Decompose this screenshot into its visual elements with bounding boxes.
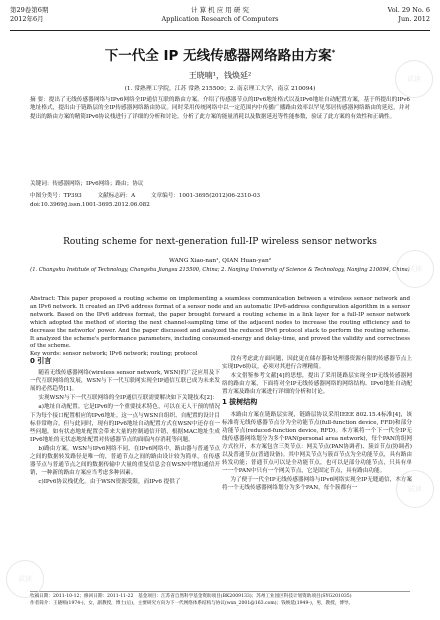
section-heading-structure: 1 拔树结构 — [222, 398, 258, 407]
section-heading-intro: 0 引言 — [30, 357, 52, 365]
watermark-stamp: 试读 — [396, 250, 434, 288]
keywords-cn: 关键词：传感器网络；IPv6网络；路由；协议 — [30, 181, 144, 187]
paragraph: 本文借鉴参考文献[4]的思想，提出了采用链路层实现全IP无线传感器网络的路由方案，下面将对全IP无线传感器网络的网络结构、IPv6地址自动配置方案及路由方案进行详细的分析和讨论。 — [222, 373, 412, 396]
paragraph: b)路由方案。WSN与IPv6网络不同，在IPv6网络中，路由器与普通节点之间的数据转发路径是唯一的，普通节点之间的路由设计较为简单，在传感器节点与普通节点之间的数据传输中大量的重复信息会在WSN中增加通信开销，一种新的路由方案应当考虑多种因素。 — [30, 445, 220, 477]
watermark-stamp: 试读 — [6, 560, 44, 598]
header-journal — [10, 6, 430, 24]
paragraph: 本路由方案在链路层实现，链路层协议采用IEEE 802.15.4标准[4]，该标准将无线传感器节点分为全功能节点(full-function device, FFD)和部分功能节点(reduced-function device, RFD)。本方案将一个下一代全IP无线传感器网络划分为多个PAN(personal area network)，每个PAN的组网方式拉开，本方案包含三类节点：网关节点(PAN协调者)、簇首节点(协调者)以及普通节点(普通设备)。其中网关节点与簇首节点为全功能节点，具有路由转发功能；普通节点可以是全功能节点，也可以是部分功能节点，只具有单一一个PAN中只有一个网关节点，它是固定节点，具有路由功能。 — [222, 411, 412, 475]
watermark-stamp: 试读 — [395, 60, 433, 98]
english-authors: WANG Xiao-nan¹, QIAN Huan-yan² — [168, 258, 272, 264]
footnote-author-bio: 作者简介：王晓喃(1974-)，女，副教授，博士(后)，主要研究方向为下一代网络体系结构与协议(wxn_2001@163.com)；钱焕延(1949-)，男，教授，博导。 — [30, 600, 354, 606]
authors: 王晓喃¹，钱焕延² — [188, 71, 252, 80]
affiliation: (1. 常熟理工学院，江苏 常熟 215500；2. 南京理工大学，南京 210094) — [124, 86, 316, 92]
header-volume-en — [388, 6, 430, 24]
running-header — [10, 6, 430, 31]
abstract-cn: 摘 要：提出了无线传感器网络与IPv6网络全IP通信互联的路由方案。介绍了传感器节点的IPv6地址格式以及IPv6地址自动配置方案，基于所提出的IPv6地址格式，提出由于链路层的全IP传感器网络路由协议。同时采用传统网络中以一定范围内中传播广播路由效率以罕见邻居传感器网络路由的延迟，并对提出的路由方案的精简IPv6协议栈进行了详细的分析和讨论。分析了此方案的能量消耗以及数据延迟等性能参数，验证了此方案的有效性和正确性。 — [30, 97, 410, 120]
right-column — [222, 355, 412, 494]
paper-title — [0, 44, 440, 64]
header-vol-en: Vol. 29 No. 6 — [387, 6, 430, 14]
header-date-cn: 2012年6月 — [10, 15, 44, 23]
article-number: 文章编号：1001-3695(2012)06-2310-03 — [150, 193, 261, 199]
paragraph: a)地址自动配置。它是IPv6的一个重要技术特色，可以在无人干预的情况下为每个接口配置相应的IPv6地址。这一点与WSN自组织、自配置的设计目标非常吻合。但与此同时，现有的IPv6地址自动配置方式在WSN中还存在一些问题，如有状态地址配置会带来大量的控制通信开销，根据MAC地址生成IPv6地址的无状态地址配置对传感器节点的面临内存消耗等问题。 — [30, 404, 220, 443]
paragraph: 随着无线传感器网络(wireless sensor network, WSN)的广泛应用及下一代互联网络的发展，WSN与下一代互联网实现全IP通信互联已成为未来发展的必然趋势[1]。 — [30, 370, 220, 393]
journal-name-cn: 计 算 机 应 用 研 究 — [191, 6, 249, 14]
header-volume-cn: 第29卷第6期 — [10, 6, 49, 14]
doi-line: doi:10.3969/j.issn.1001-3695.2012.06.082 — [30, 202, 150, 208]
paragraph: 为了便于一代全IP无线传感器网络与IPv6网络实现全IP无缝通信，本方案将一个无线传感器网络划分为多个PAN，每个簇都有一 — [222, 477, 412, 492]
footnote-dates: 收稿日期：2011-10-12；修回日期：2011-11-22 基金项目：江苏省自然科学基金资助项目(BK2009133)；苏州工业园区科技计划资助项目(SYG201035) — [30, 594, 352, 599]
title-footnote-mark: * — [331, 48, 336, 57]
clc-number: 中图分类号：TP393 — [30, 193, 82, 199]
left-column — [30, 355, 220, 487]
journal-name-en: Application Research of Computers — [161, 15, 279, 23]
header-date-en: Jun. 2012 — [398, 15, 430, 23]
classification-row — [30, 192, 410, 200]
paragraph: c)IPv6协议栈优化。由于WSN资源受限，而IPv6 提供了 — [38, 479, 181, 486]
english-abstract-text: Abstract: This paper proposed a routing scheme on implementing a seamless communication between a wireless sensor network and an IPv6 network. It created an IPv6 address format of a sensor node and an automatic IPv6-address configuration algorithm in a sensor network. Based on the IPv6 address format, the paper brought forward a routing scheme in a link layer for a full-IP sensor network which adopted the method of storing the next channel-sampling time of the adjacent nodes to increase the routing efficiency and to decrease the networks' power. And the paper discussed and analyzed the reduced IPv6 protocol stack to perform the routing scheme. It analyzed the scheme's performance parameters, including consumed-energy and delay-time, and proved the validity and correctness of the scheme. — [30, 296, 410, 350]
doc-code: 文献标志码：A — [97, 193, 136, 199]
english-keywords: Key words: sensor network; IPv6 network; routing; protocol — [30, 351, 198, 358]
paper-title-text: 下一代全 IP 无线传感器网络路由方案 — [104, 48, 332, 64]
paragraph: 实现WSN与下一代互联网络的全IP通信互联需要解决如下关键技术[2]： — [38, 395, 218, 402]
paragraph: 没有考虑此方面问题，因此更在储存器和处理器资源有限的传感器节点上实现IPv6协议，必须对其进行合理精简。 — [222, 356, 412, 371]
footnote — [30, 591, 410, 607]
english-title: Routing scheme for next-generation full-IP wireless sensor networks — [63, 237, 377, 247]
english-abstract — [30, 296, 410, 359]
watermark-stamp: 试读 — [396, 470, 434, 508]
english-affiliation: (1. Changshu Institute of Technology, Changshu Jiangsu 215500, China; 2. Nanjing University of Science & Technology, Nanjing 210094, China) — [30, 267, 410, 273]
